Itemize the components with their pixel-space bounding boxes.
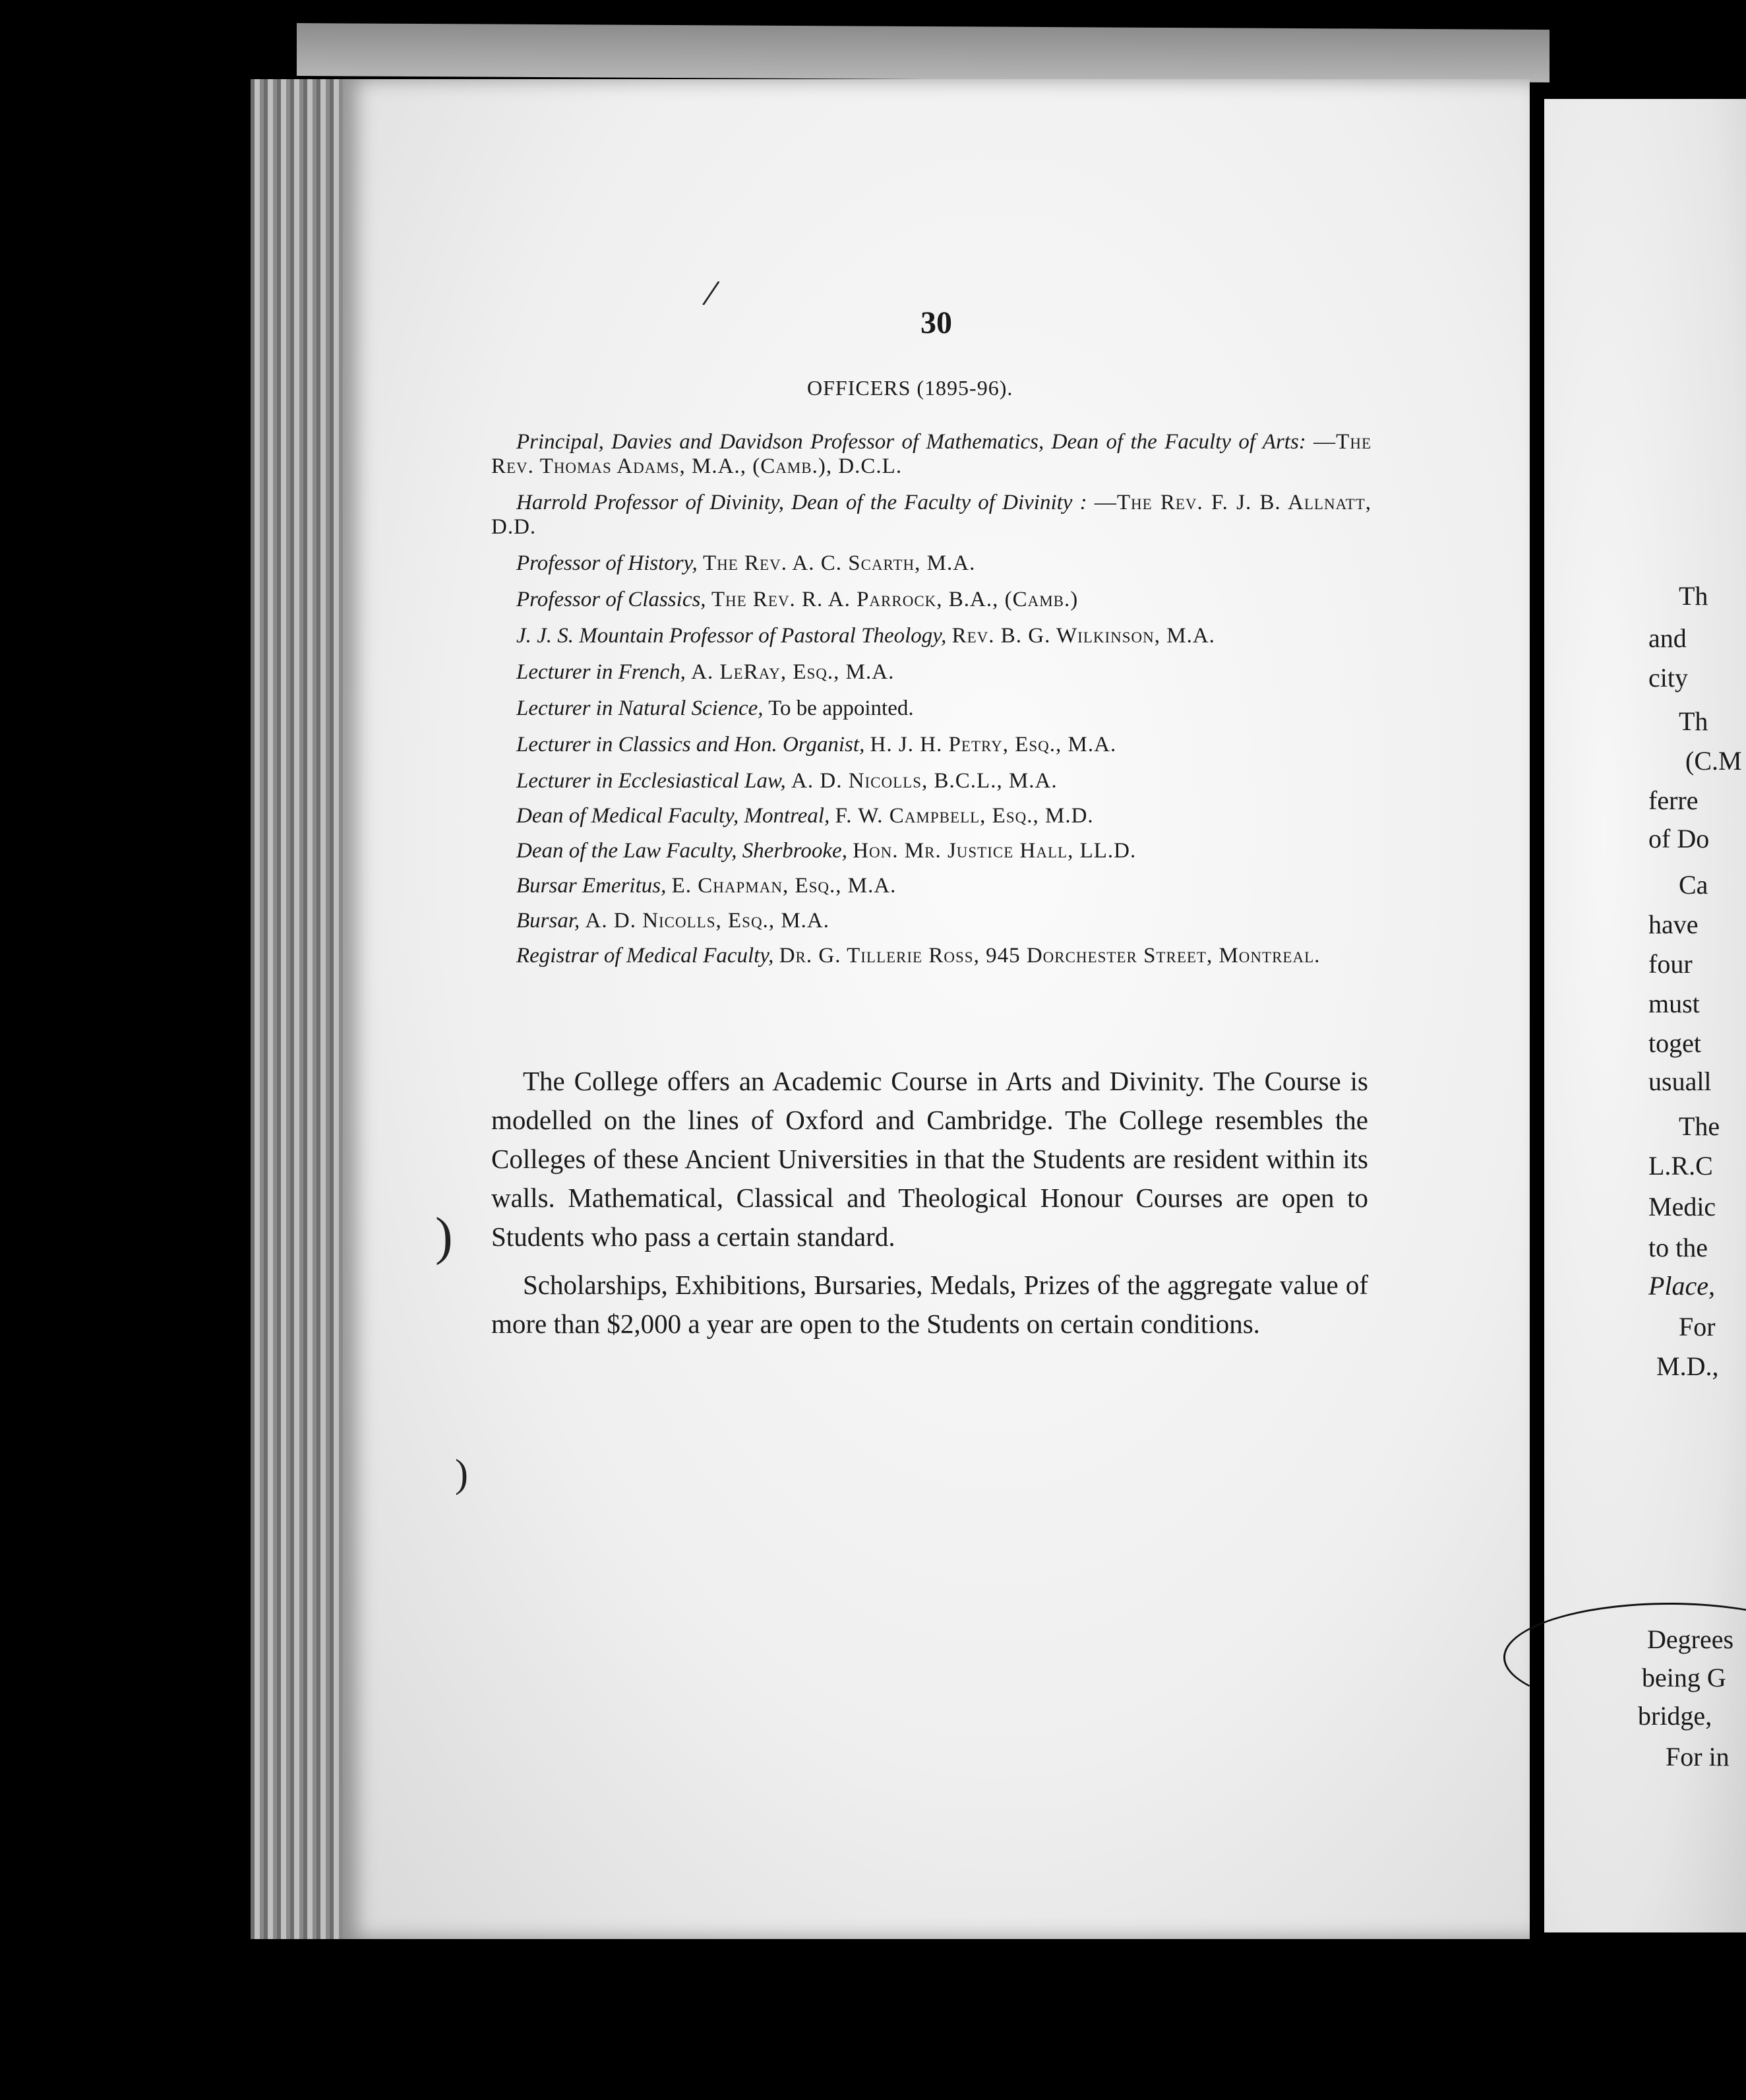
right-page-fragment: Th	[1679, 581, 1708, 611]
officer-title: Bursar,	[516, 909, 580, 933]
pencil-mark: )	[455, 1452, 468, 1495]
officer-entry	[491, 769, 1371, 793]
right-page-fragment: Place,	[1648, 1271, 1716, 1301]
right-page-fragment: Ca	[1679, 870, 1708, 900]
officer-title: Registrar of Medical Faculty,	[516, 944, 774, 968]
officer-title: Bursar Emeritus,	[516, 874, 667, 898]
officers-list	[491, 430, 1371, 979]
page-heading: OFFICERS (1895-96).	[807, 376, 1013, 400]
right-page-fragment: must	[1648, 989, 1700, 1018]
officer-entry	[491, 874, 1371, 898]
right-page-fragment: being G	[1642, 1663, 1726, 1692]
right-page-fragment: ferre	[1648, 786, 1699, 815]
college-description	[491, 1062, 1368, 1353]
officer-entry	[491, 660, 1371, 685]
body-paragraph: Scholarships, Exhibitions, Bursaries, Medals, Prizes of the aggregate value of more than $2,000 a year are open to the Students on certain conditions.	[491, 1270, 1368, 1339]
right-page-fragment: For	[1679, 1312, 1716, 1342]
officer-title: Dean of Medical Faculty, Montreal,	[516, 804, 830, 828]
officer-name: —The Rev. Thomas Adams, M.A., (Camb.), D.C.L.	[491, 430, 1371, 478]
officer-entry	[491, 804, 1371, 828]
officer-entry	[491, 491, 1371, 540]
right-page-fragment: to the	[1648, 1233, 1708, 1262]
officer-entry	[491, 909, 1371, 933]
officer-name: —The Rev. F. J. B. Allnatt, D.D.	[491, 491, 1371, 539]
officer-name: Rev. B. G. Wilkinson, M.A.	[951, 624, 1215, 648]
right-page-fragment: Medic	[1648, 1192, 1716, 1221]
officer-name: H. J. H. Petry, Esq., M.A.	[870, 733, 1117, 757]
right-page-fragment: bridge,	[1638, 1701, 1712, 1731]
right-page-fragment: The	[1679, 1111, 1720, 1141]
officer-title: Dean of the Law Faculty, Sherbrooke,	[516, 839, 847, 863]
officer-entry	[491, 696, 1371, 721]
right-page-fragment: For in	[1666, 1742, 1730, 1772]
officer-name: E. Chapman, Esq., M.A.	[671, 874, 897, 898]
officer-entry	[491, 944, 1371, 968]
officer-title: Lecturer in Ecclesiastical Law,	[516, 769, 786, 793]
right-page-fragment: (C.M	[1685, 746, 1742, 776]
officer-name: To be appointed.	[768, 696, 914, 720]
officer-title: J. J. S. Mountain Professor of Pastoral Theology,	[516, 624, 947, 648]
right-page-fragment: Degrees	[1647, 1624, 1734, 1654]
officer-name: A. LeRay, Esq., M.A.	[691, 660, 895, 684]
right-page-fragment: and	[1648, 623, 1687, 653]
officer-title: Harrold Professor of Divinity, Dean of the Faculty of Divinity :	[516, 491, 1087, 514]
officer-name: Hon. Mr. Justice Hall, LL.D.	[853, 839, 1137, 863]
officer-name: The Rev. R. A. Parrock, B.A., (Camb.)	[711, 588, 1079, 611]
page-stack-edges	[251, 79, 349, 1939]
right-page-fragment: Th	[1679, 706, 1708, 736]
officer-entry	[491, 733, 1371, 757]
officer-entry	[491, 588, 1371, 612]
right-page-fragment: L.R.C	[1648, 1151, 1713, 1181]
officer-name: A. D. Nicolls, B.C.L., M.A.	[791, 769, 1058, 793]
officer-name: The Rev. A. C. Scarth, M.A.	[702, 551, 976, 575]
right-page-fragment: of Do	[1648, 824, 1710, 853]
officer-name: Dr. G. Tillerie Ross, 945 Dorchester Street, Montreal.	[779, 944, 1321, 968]
right-page-fragment: M.D.,	[1656, 1351, 1719, 1381]
officer-title: Lecturer in Classics and Hon. Organist,	[516, 733, 865, 757]
officer-title: Principal, Davies and Davidson Professor of Mathematics, Dean of the Faculty of Arts:	[516, 430, 1306, 454]
officer-name: F. W. Campbell, Esq., M.D.	[835, 804, 1094, 828]
officer-title: Professor of Classics,	[516, 588, 706, 611]
officer-entry	[491, 624, 1371, 648]
page-stack-top	[297, 23, 1550, 82]
page-number: 30	[920, 305, 952, 340]
officer-title: Professor of History,	[516, 551, 698, 575]
right-page-fragment: city	[1648, 663, 1688, 693]
pencil-mark: /	[700, 270, 723, 316]
officer-name: A. D. Nicolls, Esq., M.A.	[585, 909, 830, 933]
right-page-fragment: toget	[1648, 1028, 1701, 1058]
officer-entry	[491, 430, 1371, 479]
officer-entry	[491, 839, 1371, 863]
right-page-fragment: four	[1648, 949, 1693, 979]
officer-entry	[491, 551, 1371, 576]
right-page-fragment: usuall	[1648, 1066, 1712, 1096]
body-paragraph: The College offers an Academic Course in Arts and Divinity. The Course is modelled on the lines of Oxford and Cambridge. The College resembles the Colleges of these Ancient Universities in that the Students are resident within its walls. Mathematical, Classical and Theological Honour Courses are open to Students who pass a certain standard.	[491, 1066, 1368, 1252]
officer-title: Lecturer in Natural Science,	[516, 696, 764, 720]
left-page	[343, 79, 1530, 1939]
right-page-fragment: have	[1648, 910, 1699, 939]
officer-title: Lecturer in French,	[516, 660, 686, 684]
pencil-mark: )	[435, 1208, 453, 1266]
